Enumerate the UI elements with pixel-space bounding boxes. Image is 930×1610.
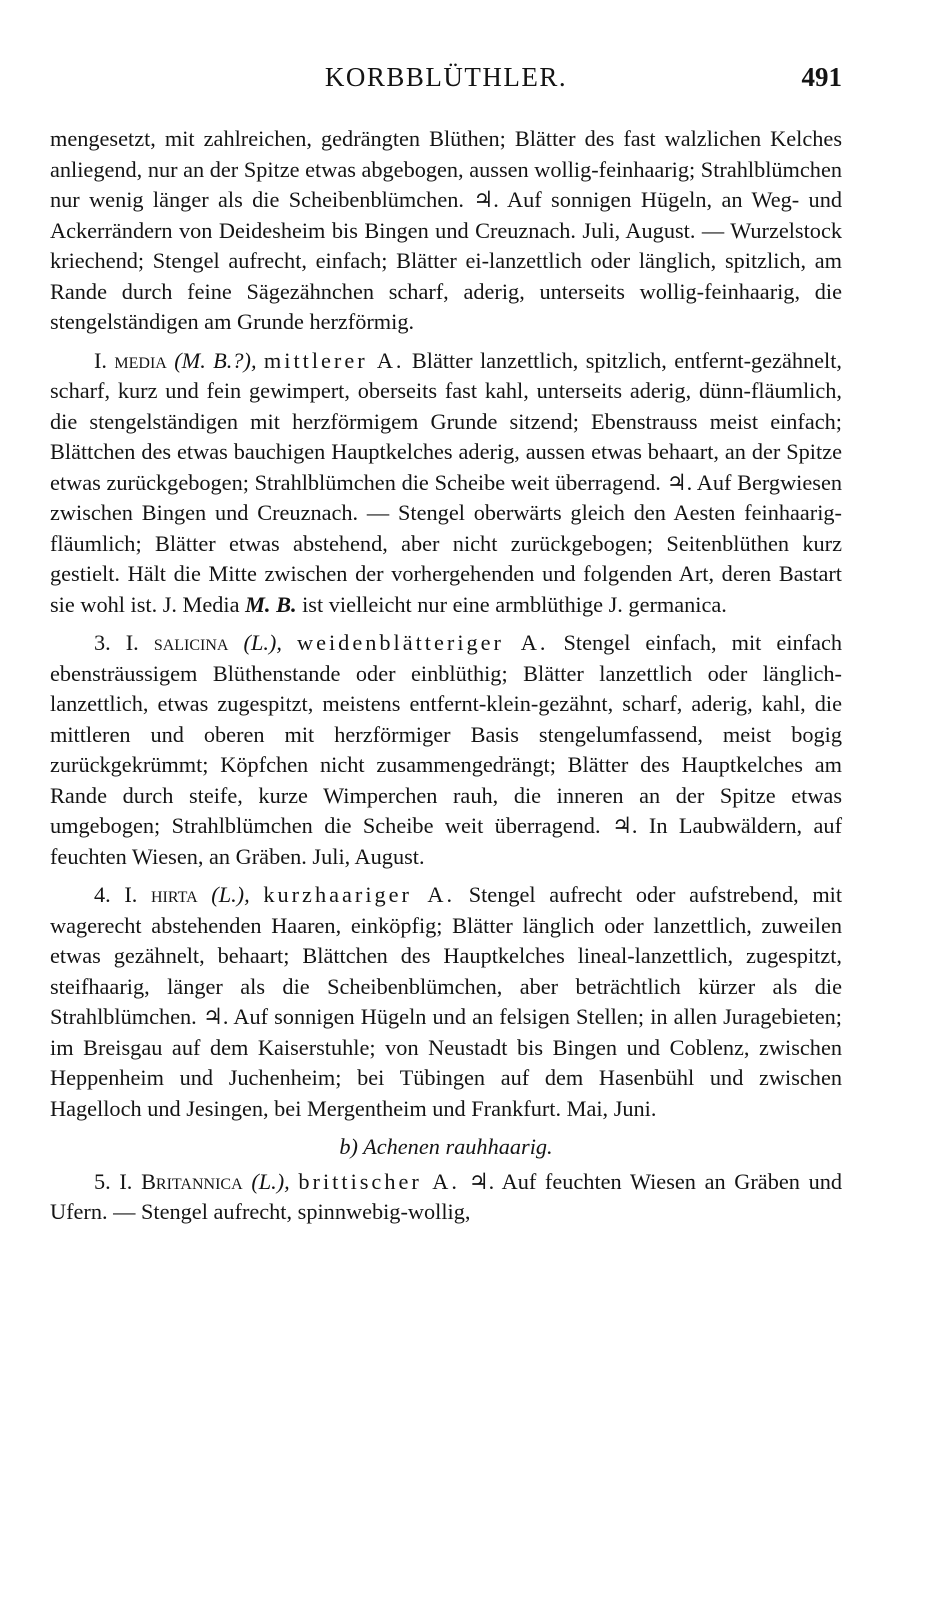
- species-entry-hirta: [50, 880, 842, 1124]
- species-description: Stengel aufrecht oder aufstrebend, mit wagerecht abstehenden Haaren, einköpfig; Blätter länglich oder lanzettlich, zuweilen etwas gezähnelt, behaart; Blättchen des Hauptkelches lineal-lanzettlich, zugespitzt, steifhaarig, länger als die Scheibenblümchen, aber beträchtlich kürzer als die Strahlblümchen. ♃. Auf sonnigen Hügeln und an felsigen Stellen; in allen Juragebieten; im Breisgau auf dem Kaiserstuhle; von Neustadt bis Bingen und Coblenz, zwischen Heppenheim und Juchenheim; bei Tübingen auf dem Hasenbühl und zwischen Hagelloch und Jesingen, bei Mergentheim und Frankfurt. Mai, Juni.: [50, 882, 843, 1121]
- species-description: Stengel einfach, mit einfach ebensträussigem Blüthenstande oder einblüthig; Blätter lanzettlich oder länglich-lanzettlich, etwas zugespitzt, meistens entfernt-klein-gezähnt, scharf, aderig, kahl, die mittleren und oberen mit herzförmiger Basis stengelumfassend, meist bogig zurückgekrümmt; Köpfchen nicht zusammengedrängt; Blätter des Hauptkelches am Rande durch steife, kurze Wimperchen rauh, die inneren an der Spitze etwas umgebogen; Strahlblümchen die Scheibe weit überragend. ♃. In Laubwäldern, auf feuchten Wiesen, an Gräben. Juli, August.: [50, 630, 843, 869]
- page-number: 491: [801, 62, 842, 92]
- running-head: KORBBLÜTHLER.: [324, 62, 568, 92]
- species-description: Blätter lanzettlich, spitzlich, entfernt-gezähnelt, scharf, kurz und fein gewimpert, oberseits fast kahl, unterseits aderig, dünn-fläumlich, die stengelständigen mit herzförmigem Grunde sitzend; Ebenstrauss meist einfach; Blättchen des etwas bauchigen Hauptkelches aderig, aussen etwas behaart, an der Spitze etwas zurückgebogen; Strahlblümchen die Scheibe weit überragend. ♃. Auf Bergwiesen zwischen Bingen und Creuznach. — Stengel oberwärts gleich den Aesten feinhaarig-fläumlich; Blätter etwas abstehend, aber nicht zurückgebogen; Seitenblüthen kurz gestielt. Hält die Mitte zwischen der vorhergehenden und folgenden Art, deren Bastart sie wohl ist. J. Media: [50, 347, 843, 617]
- species-authority: (L.),: [243, 630, 282, 655]
- species-authority: (L.),: [251, 1168, 290, 1194]
- paragraph-continuation: [50, 124, 842, 338]
- page-body: [50, 124, 842, 1228]
- entry-number: 4. I.: [94, 882, 138, 907]
- paragraph-text: mengesetzt, mit zahlreichen, gedrängten Blüthen; Blätter des fast walzlichen Kelches anliegend, nur an der Spitze etwas abgebogen, aussen wollig-feinhaarig; Strahlblümchen nur wenig länger als die Scheibenblümchen. ♃. Auf sonnigen Hügeln, an Weg- und Ackerrändern von Deidesheim bis Bingen und Creuznach. Juli, August. — Wurzelstock kriechend; Stengel aufrecht, einfach; Blätter ei-lanzettlich oder länglich, spitzlich, am Rande durch feine Sägezähnchen scharf, aderig, unterseits wollig-feinhaarig, die stengelständigen am Grunde herzförmig.: [50, 126, 842, 334]
- species-entry-salicina: [50, 628, 842, 872]
- entry-number: 3. I.: [94, 630, 139, 655]
- entry-number: I.: [94, 347, 107, 373]
- page-header: [50, 62, 842, 102]
- species-name: hirta: [151, 882, 198, 907]
- species-name: Britannica: [141, 1168, 243, 1194]
- species-name: salicina: [153, 630, 229, 655]
- species-name: media: [114, 347, 167, 373]
- species-description: ♃. Auf feuchten Wiesen an Gräben und Ufern. — Stengel aufrecht, spinnwebig-wollig,: [50, 1168, 843, 1224]
- species-authority: (M. B.?),: [174, 347, 257, 373]
- common-name: brittischer A.: [298, 1168, 460, 1194]
- common-name: kurzhaariger A.: [263, 882, 456, 907]
- species-entry-media: [50, 346, 842, 621]
- common-name: weidenblätteriger A.: [296, 630, 549, 655]
- species-authority-end: M. B.: [245, 591, 297, 617]
- species-authority: (L.),: [211, 882, 250, 907]
- common-name: mittlerer A.: [263, 347, 405, 373]
- species-entry-britannica: [50, 1167, 842, 1228]
- species-description-end: ist vielleicht nur eine armblüthige J. germanica.: [302, 591, 727, 617]
- section-subheading: b) Achenen rauhhaarig.: [339, 1134, 553, 1159]
- entry-number: 5. I.: [94, 1168, 133, 1194]
